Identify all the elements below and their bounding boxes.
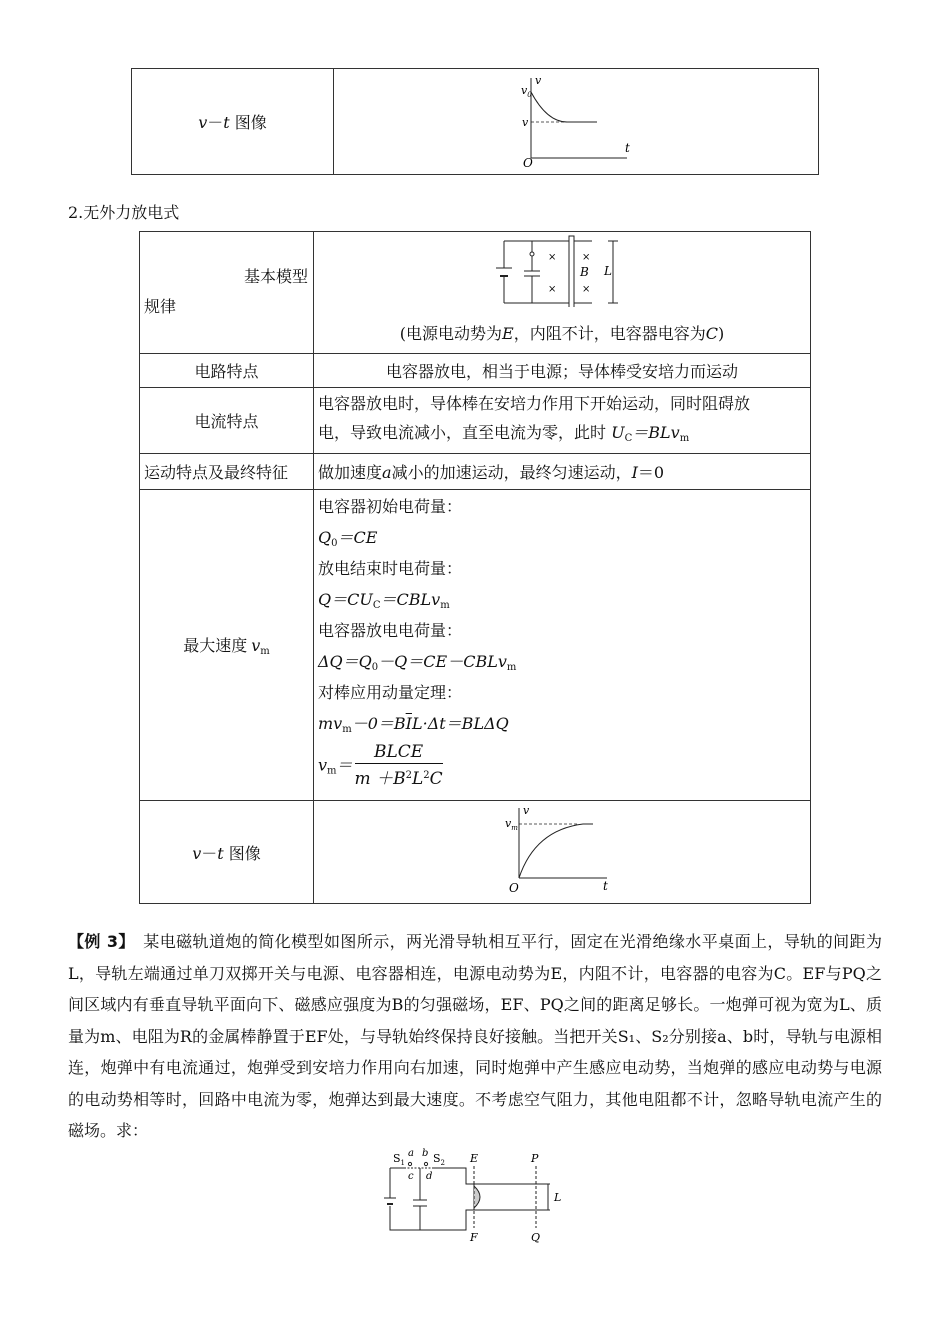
switch-terminal bbox=[424, 1162, 427, 1165]
capacitor-circuit-diagram bbox=[482, 235, 642, 307]
v-axis-label: v bbox=[523, 804, 530, 817]
derivation-line-9: $v_m=$ $\frac{\text{BLCE}}{m +B^2L^2C}$ bbox=[318, 742, 443, 789]
origin-label: O bbox=[523, 156, 533, 169]
E-label: E bbox=[470, 1152, 479, 1165]
current-feature-label: 电流特点 bbox=[140, 388, 314, 454]
example-label: 【例 3】 bbox=[68, 932, 127, 951]
motion-feature-label: 运动特点及最终特征 bbox=[140, 454, 314, 490]
derivation-line-8: $mv_m-0=B\overline{I}L\cdot\Delta t=BL\Delta Q$ bbox=[318, 714, 509, 735]
Q-label: Q bbox=[531, 1231, 541, 1244]
model-label-b: 规律 bbox=[144, 297, 177, 316]
vt-label-v: v bbox=[198, 113, 208, 132]
current-feature-content: 电容器放电时，导体棒在安培力作用下开始运动，同时阻碍放 电，导致电流减小，直至电流为零，此时 $U_C=BLv_m$ bbox=[314, 388, 811, 454]
example-3 bbox=[68, 926, 882, 1147]
conductor-rod bbox=[569, 236, 574, 307]
derivation-line-7: 对棒应用动量定理： bbox=[318, 683, 463, 702]
t-axis-label: t bbox=[625, 141, 630, 155]
circuit-feature-content: 电容器放电，相当于电源；导体棒受安培力而运动 bbox=[314, 354, 811, 388]
projectile bbox=[474, 1186, 480, 1208]
motion-feature-content: 做加速度a减小的加速运动，最终匀速运动，I＝0 bbox=[314, 454, 811, 490]
decay-vt-graph bbox=[335, 70, 817, 169]
rising-vt-graph bbox=[315, 802, 809, 898]
vm-label: $v_m$ bbox=[505, 817, 518, 832]
v-level-label: v bbox=[522, 116, 529, 129]
model-label-a: 基本模型 bbox=[243, 267, 308, 286]
max-speed-label: 最大速度 $v_m$ bbox=[140, 490, 314, 801]
max-speed-fraction: $\frac{\text{BLCE}}{m +B^2L^2C}$ bbox=[354, 742, 443, 789]
derivation-line-1: 电容器初始电荷量： bbox=[318, 497, 463, 516]
switch-terminal bbox=[530, 252, 534, 256]
t-axis-label: t bbox=[603, 879, 608, 893]
terminal-b-label: b bbox=[422, 1148, 429, 1159]
circuit-feature-label: 电路特点 bbox=[140, 354, 314, 388]
vt-label-dash: － bbox=[207, 113, 224, 132]
terminal-d-label: d bbox=[426, 1171, 433, 1182]
F-label: F bbox=[470, 1231, 478, 1244]
vt-label-cell bbox=[132, 69, 334, 175]
field-B-label: B bbox=[580, 265, 589, 279]
L-label: L bbox=[604, 264, 612, 278]
L-label: L bbox=[554, 1191, 562, 1204]
capacitor-model-table bbox=[139, 231, 811, 904]
example-text: 某电磁轨道炮的简化模型如图所示，两光滑导轨相互平行，固定在光滑绝缘水平桌面上，导轨的间距为L，导轨左端通过单刀双掷开关与电源、电容器相连，电源电动势为E，内阻不计，电容器的电容为C。EF与PQ之间区域内有垂直导轨平面向下、磁感应强度为B的匀强磁场，EF、PQ之间的距离足够长。一炮弹可视为宽为L、质量为m、电阻为R的金属棒静置于EF处，与导轨始终保持良好接触。当把开关S₁、S₂分别接a、b时，导轨与电源相连，炮弹中有电流通过，炮弹受到安培力作用向右加速，同时炮弹中产生感应电动势，当炮弹的感应电动势与电源的电动势相等时，回路中电流为零，炮弹达到最大速度。不考虑空气阻力，其他电阻都不计，忽略导轨电流产生的磁场。求： bbox=[68, 932, 882, 1140]
railgun-circuit-figure bbox=[380, 1148, 580, 1248]
field-cross: × bbox=[548, 284, 557, 295]
switch-terminal bbox=[408, 1162, 411, 1165]
derivation-line-6: $\Delta Q=Q_0-Q=CE-CBLv_m$ bbox=[318, 652, 517, 673]
derivation-line-5: 电容器放电电荷量： bbox=[318, 621, 463, 640]
origin-label: O bbox=[509, 881, 519, 895]
max-speed-derivation bbox=[314, 490, 811, 801]
derivation-line-2: $Q_0=CE$ bbox=[318, 528, 378, 549]
P-label: P bbox=[531, 1152, 539, 1165]
model-caption: (电源电动势为E，内阻不计，电容器电容为C) bbox=[399, 324, 725, 343]
v-axis-label: v bbox=[535, 74, 542, 87]
derivation-line-4: $Q=CU_C=CBLv_m$ bbox=[318, 590, 450, 611]
derivation-line-3: 放电结束时电荷量： bbox=[318, 559, 463, 578]
v0-label: $v_0$ bbox=[521, 84, 532, 99]
vt-graph-cell-2 bbox=[314, 801, 811, 904]
rise-curve bbox=[519, 824, 593, 878]
field-cross: × bbox=[582, 284, 591, 295]
S2-label: $S_2$ bbox=[433, 1152, 446, 1167]
field-cross: × bbox=[582, 252, 591, 263]
section-heading: 2.无外力放电式 bbox=[68, 203, 180, 222]
model-label-cell bbox=[140, 232, 314, 354]
terminal-c-label: c bbox=[408, 1171, 414, 1182]
vt-label-cell-2: v－t 图像 bbox=[140, 801, 314, 904]
terminal-a-label: a bbox=[408, 1148, 414, 1159]
decay-curve bbox=[531, 92, 597, 122]
field-cross: × bbox=[548, 252, 557, 263]
vt-graph-table-1 bbox=[131, 68, 819, 175]
S1-label: $S_1$ bbox=[393, 1152, 406, 1167]
vt-label-t: t bbox=[223, 113, 230, 132]
model-circuit-cell bbox=[314, 232, 811, 354]
vt-graph-cell-1 bbox=[334, 69, 819, 175]
vt-label-text: 图像 bbox=[234, 113, 267, 132]
